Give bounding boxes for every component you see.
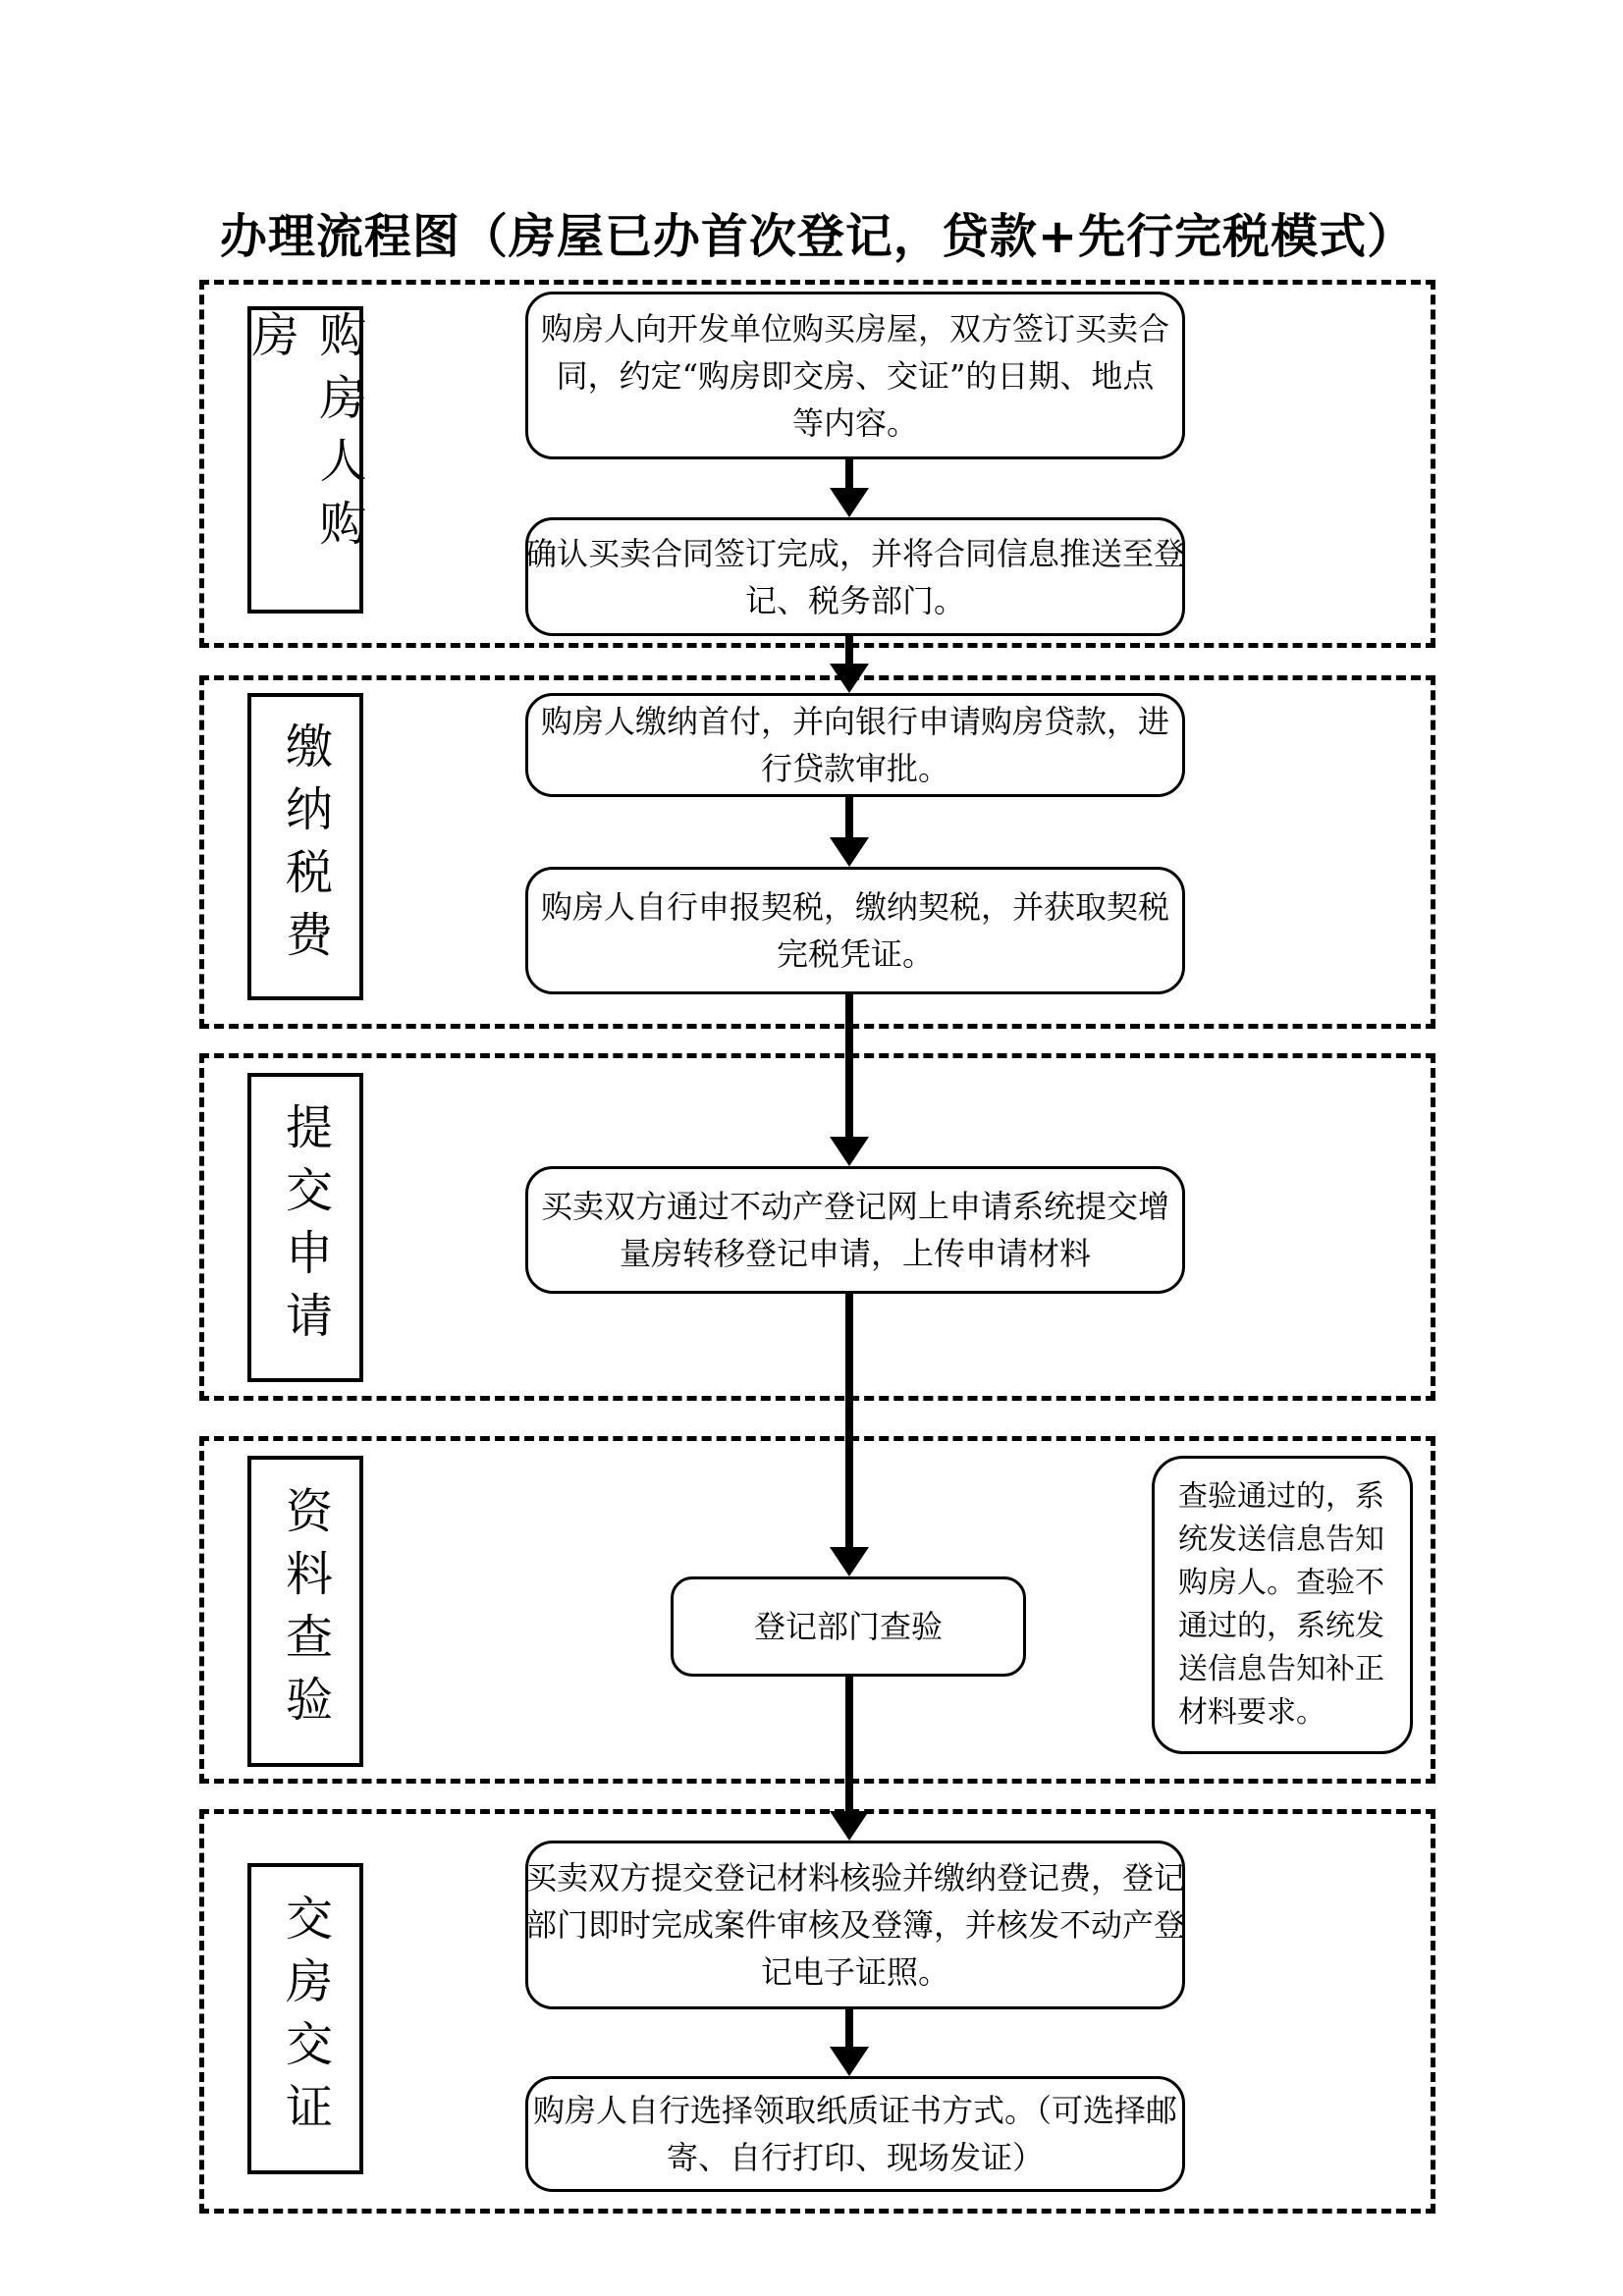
flow-box-text: 部门即时完成案件审核及登簿，并核发不动产登 (525, 1906, 1186, 1944)
flow-box-text: 量房转移登记申请，上传申请材料 (619, 1235, 1091, 1272)
flow-box-text: 行贷款审批。 (760, 750, 949, 787)
flow-box-online-application (525, 1166, 1185, 1294)
flow-arrow-2 (830, 636, 869, 693)
check-result-note (1152, 1456, 1413, 1754)
flow-box-text: 等内容。 (791, 403, 918, 442)
flow-box-text: 完税凭证。 (776, 935, 934, 973)
flow-box-text: 购房人缴纳首付，并向银行申请购房贷款，进 (540, 703, 1169, 740)
check-result-note-text: 统发送信息告知 (1178, 1522, 1384, 1557)
check-result-note-text: 材料要求。 (1178, 1695, 1325, 1730)
check-result-note-text: 送信息告知补正 (1178, 1652, 1384, 1686)
flow-arrow-4 (830, 994, 869, 1166)
flow-box-certificate-collection (525, 2076, 1185, 2192)
flow-box-push-contract-info (525, 517, 1185, 636)
stage-label-pay-taxes: 缴纳税费 (247, 693, 363, 1000)
stage-label-buyer-purchase: 购房人购房 (247, 306, 363, 614)
flow-arrow-7 (830, 2009, 869, 2076)
check-result-note-text: 查验通过的，系 (1178, 1479, 1384, 1514)
stage-label-handover: 交房交证 (247, 1863, 363, 2174)
flow-box-text: 买卖双方通过不动产登记网上申请系统提交增 (540, 1188, 1169, 1225)
flow-box-registry-check (671, 1576, 1026, 1677)
check-result-note-text: 通过的，系统发 (1178, 1609, 1384, 1643)
flow-box-sign-contract (525, 292, 1185, 459)
flow-box-text: 同，约定“购房即交房、交证”的日期、地点 (556, 356, 1155, 395)
flow-box-text: 登记部门查验 (753, 1608, 943, 1645)
flow-box-deed-tax (525, 867, 1185, 994)
flow-box-text: 寄、自行打印、现场发证） (666, 2139, 1044, 2176)
flow-arrow-6 (830, 1677, 869, 1841)
flow-box-text: 购房人自行选择领取纸质证书方式。（可选择邮 (532, 2092, 1177, 2129)
flow-box-text: 确认买卖合同签订完成，并将合同信息推送至登 (525, 534, 1186, 572)
flow-box-downpayment-loan (525, 693, 1185, 797)
check-result-note-text: 购房人。查验不 (1178, 1566, 1384, 1600)
flow-box-text: 记电子证照。 (760, 1953, 949, 1991)
flow-arrow-5 (830, 1294, 869, 1576)
flow-arrow-1 (830, 459, 869, 517)
stage-label-submit-application: 提交申请 (247, 1073, 363, 1382)
flow-box-text: 购房人自行申报契税，缴纳契税，并获取契税 (540, 888, 1169, 926)
page-title: 办理流程图（房屋已办首次登记，贷款+先行完税模式） (219, 209, 1416, 264)
flow-box-registration-fee-review (525, 1841, 1185, 2009)
stage-label-document-check: 资料查验 (247, 1456, 363, 1767)
flow-box-text: 买卖双方提交登记材料核验并缴纳登记费，登记 (525, 1859, 1186, 1896)
flow-arrow-3 (830, 797, 869, 867)
flow-box-text: 购房人向开发单位购买房屋，双方签订买卖合 (540, 309, 1169, 347)
flow-box-text: 记、税务部门。 (744, 581, 965, 619)
